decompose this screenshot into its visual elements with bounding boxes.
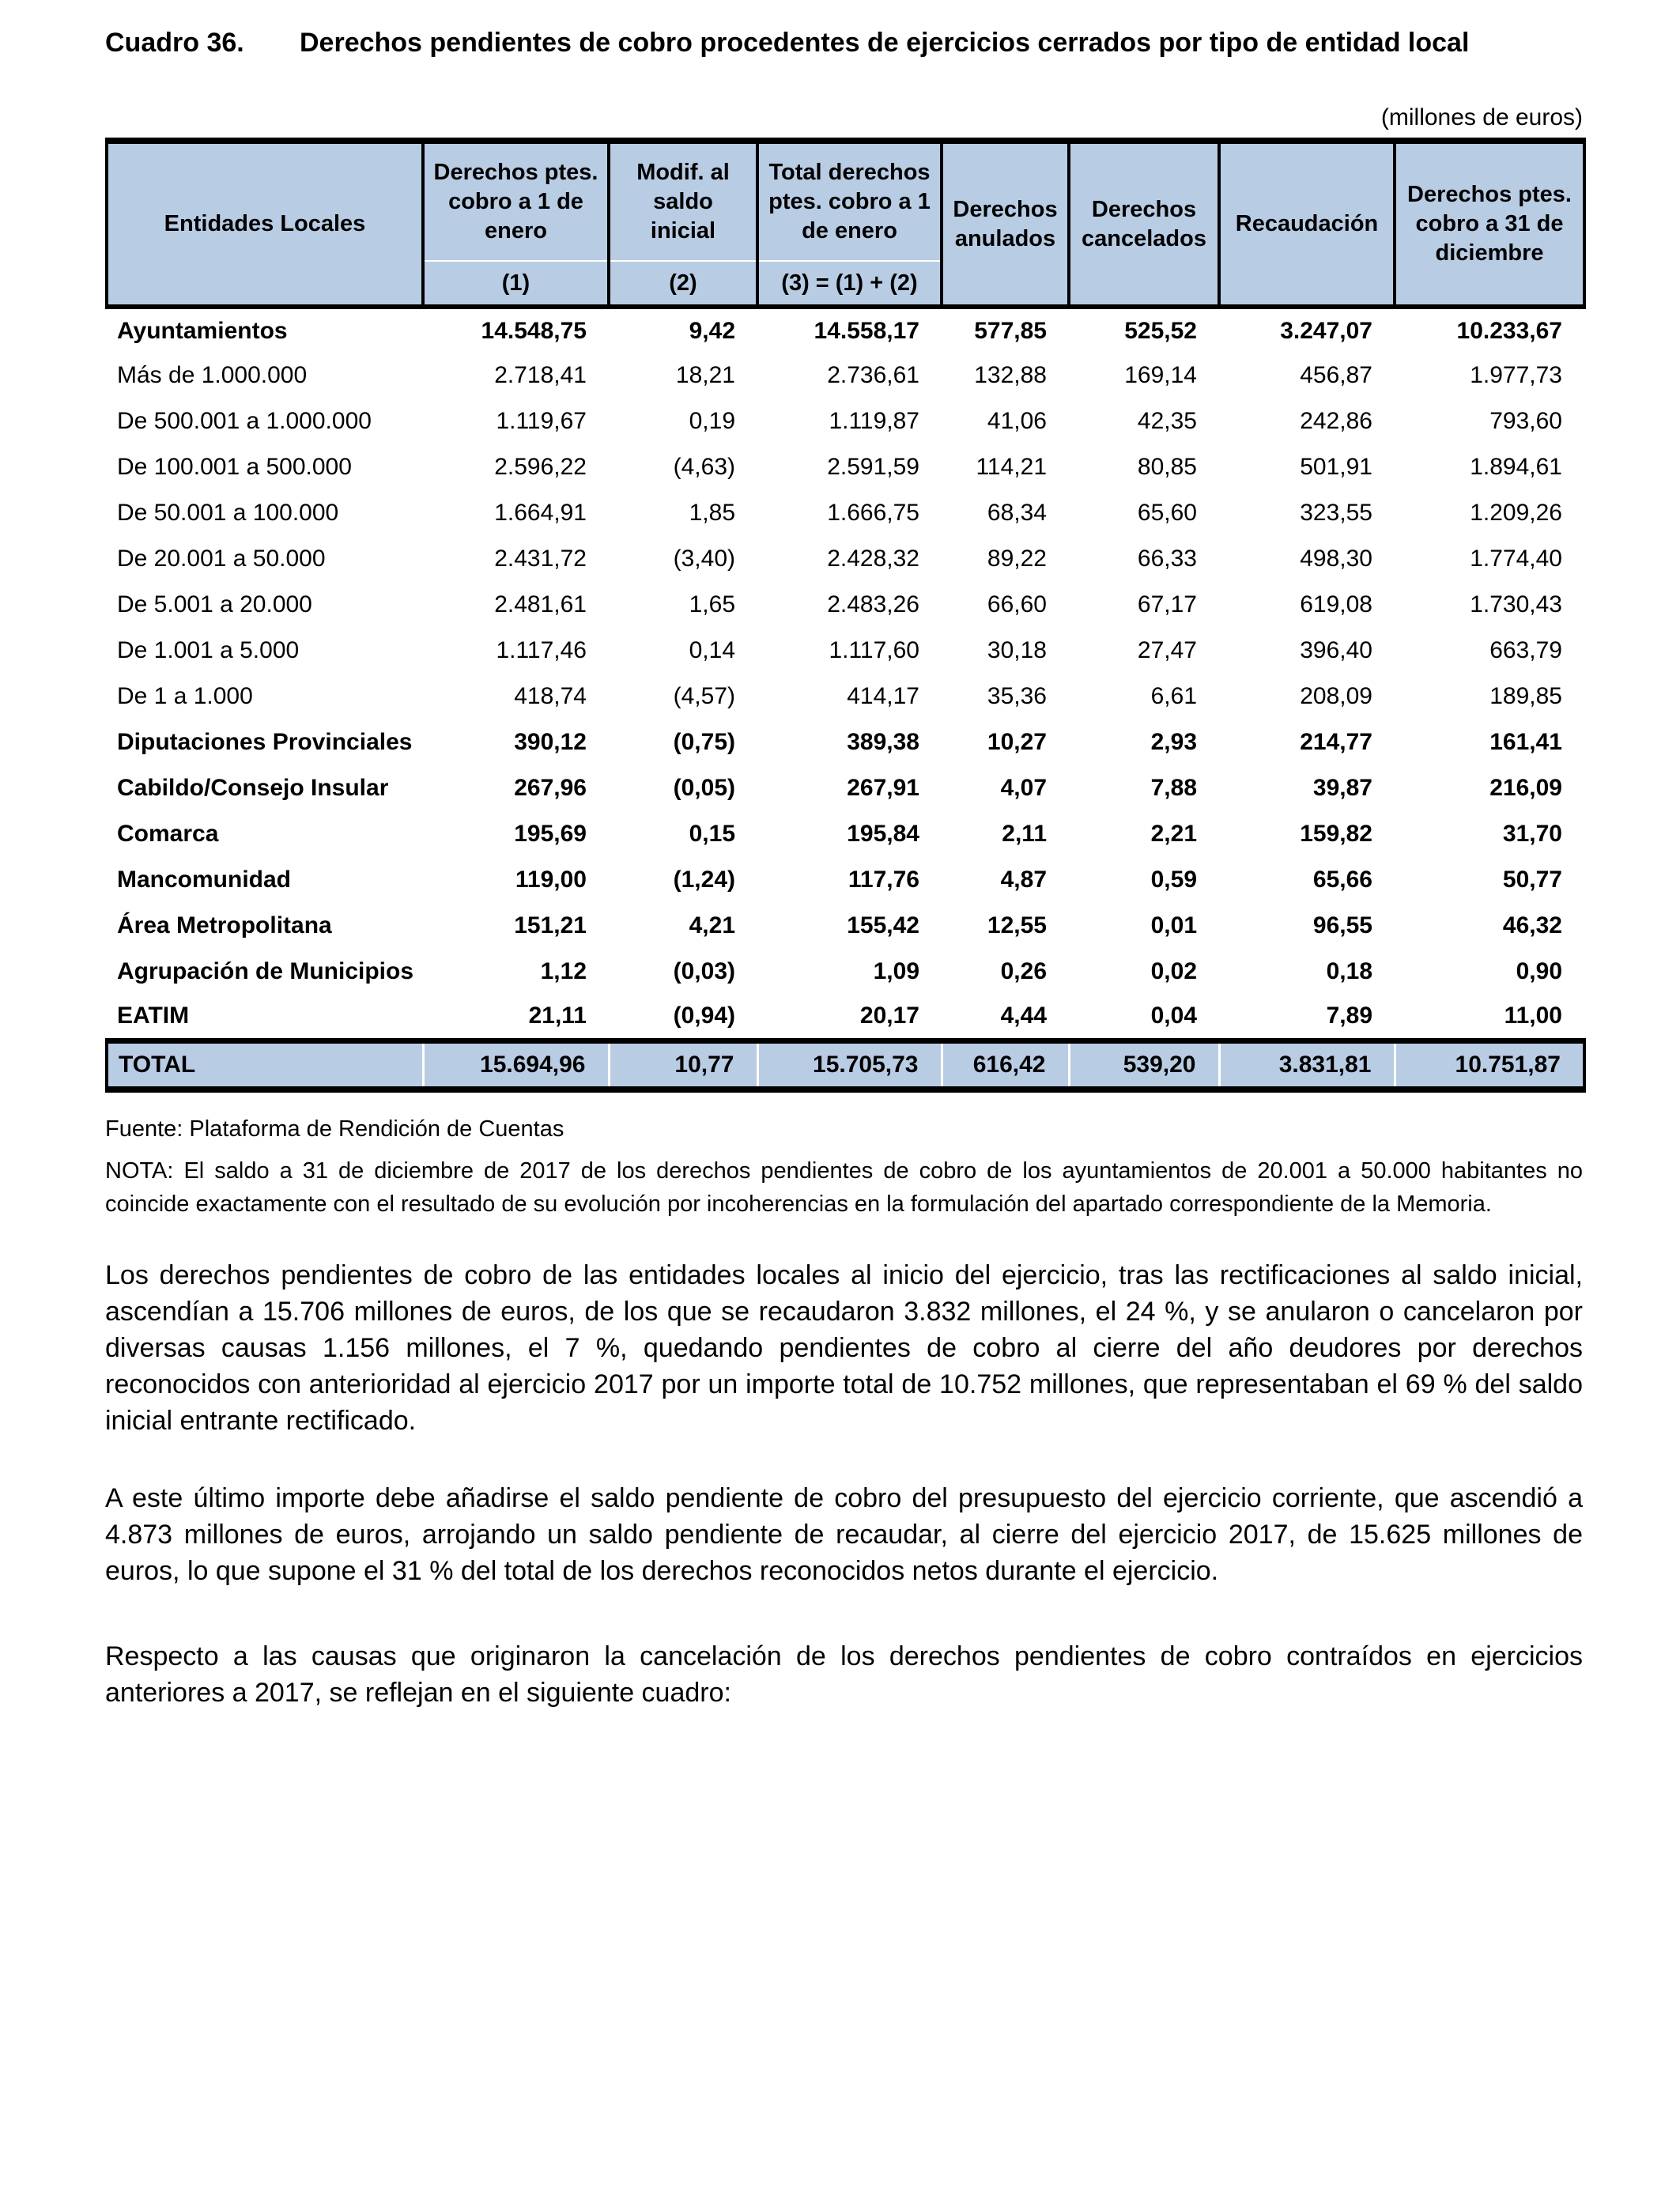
table-header <box>107 141 1584 307</box>
cell-value: 501,91 <box>1300 454 1372 480</box>
cell-value: 10.233,67 <box>1456 317 1562 344</box>
cell-value: 151,21 <box>514 912 587 938</box>
table-row <box>107 444 1584 490</box>
cell-value: 793,60 <box>1489 408 1562 434</box>
cell-value: 31,70 <box>1502 821 1562 847</box>
cell-value: 2.483,26 <box>827 591 919 617</box>
cell-value: 1.117,46 <box>496 637 587 663</box>
cell-value: 66,60 <box>987 591 1047 617</box>
row-label: De 5.001 a 20.000 <box>117 591 312 617</box>
cell-value: 21,11 <box>528 1003 587 1029</box>
cell-value: 1,12 <box>540 958 587 984</box>
cell-value: 2.736,61 <box>827 362 919 388</box>
cell-value: 159,82 <box>1300 821 1372 847</box>
table-row <box>107 398 1584 444</box>
cell-value: 35,36 <box>987 683 1047 709</box>
row-label: EATIM <box>117 1003 190 1029</box>
cell-value: (3,40) <box>673 546 735 572</box>
cell-value: 214,77 <box>1300 729 1372 755</box>
cell-value: 1,09 <box>873 958 919 984</box>
cell-value: 663,79 <box>1489 637 1562 663</box>
cell-value: 0,04 <box>1150 1003 1197 1029</box>
cell-value: 46,32 <box>1502 912 1562 938</box>
cell-value: 1.977,73 <box>1470 362 1562 388</box>
units-note: (millones de euros) <box>1380 104 1583 130</box>
cell-value: 216,09 <box>1489 775 1562 801</box>
total-value: 10.751,87 <box>1395 1040 1584 1089</box>
cell-value: 1.117,60 <box>829 637 919 663</box>
table-row <box>107 674 1584 719</box>
table-total-section <box>107 1040 1584 1089</box>
table-row <box>107 995 1584 1040</box>
cell-value: 418,74 <box>514 683 587 709</box>
cell-value: 0,26 <box>1000 958 1047 984</box>
header-derechos-anulados: Derechos anulados <box>942 141 1069 307</box>
cell-value: 6,61 <box>1150 683 1197 709</box>
cell-value: 1,65 <box>689 591 735 617</box>
cuadro-36-table <box>105 138 1586 1093</box>
cell-value: 39,87 <box>1312 775 1372 801</box>
source-note: Fuente: Plataforma de Rendición de Cuentas <box>105 1116 564 1142</box>
table-row <box>107 353 1584 398</box>
cell-value: 2.481,61 <box>494 591 587 617</box>
cell-value: 80,85 <box>1137 454 1197 480</box>
row-label: De 100.001 a 500.000 <box>117 454 352 480</box>
cell-value: 68,34 <box>987 500 1047 526</box>
table-row <box>107 536 1584 582</box>
cell-value: 242,86 <box>1300 408 1372 434</box>
row-label: De 500.001 a 1.000.000 <box>117 408 372 434</box>
total-value: 15.694,96 <box>423 1040 609 1089</box>
cell-value: 396,40 <box>1300 637 1372 663</box>
cell-value: 498,30 <box>1300 546 1372 572</box>
cell-value: 30,18 <box>987 637 1047 663</box>
cell-value: 161,41 <box>1489 729 1562 755</box>
cell-value: 4,87 <box>1000 867 1047 893</box>
cell-value: 3.247,07 <box>1280 317 1372 344</box>
cell-value: 414,17 <box>847 683 919 709</box>
cell-value: 117,76 <box>848 867 919 893</box>
cell-value: 456,87 <box>1300 362 1372 388</box>
cell-value: 195,69 <box>514 821 587 847</box>
cell-value: 189,85 <box>1489 683 1562 709</box>
row-label: De 20.001 a 50.000 <box>117 546 326 572</box>
header-derechos-ptes-31-diciembre: Derechos ptes. cobro a 31 de diciembre <box>1395 141 1584 307</box>
cell-value: 0,15 <box>689 821 735 847</box>
cell-value: 4,21 <box>689 912 735 938</box>
cell-value: 132,88 <box>974 362 1047 388</box>
cell-value: 66,33 <box>1137 546 1197 572</box>
cell-value: 1.774,40 <box>1470 546 1562 572</box>
cell-value: 155,42 <box>847 912 919 938</box>
row-label: De 50.001 a 100.000 <box>117 500 339 526</box>
row-label: De 1.001 a 5.000 <box>117 637 300 663</box>
row-label: Área Metropolitana <box>117 912 332 938</box>
subheader-2: (2) <box>609 261 757 307</box>
footnote: NOTA: El saldo a 31 de diciembre de 2017 de los derechos pendientes de cobro de los ayuntamientos de 20.001 a 50.000 habitantes no coincide exactamente con el resultado de su evolución por incoherencias en la formulación del apartado correspondiente de la Memoria. <box>105 1158 1583 1217</box>
table-row <box>107 719 1584 765</box>
cell-value: 4,44 <box>1000 1003 1047 1029</box>
table-row <box>107 857 1584 903</box>
cell-value: 169,14 <box>1124 362 1197 388</box>
cell-value: 41,06 <box>987 408 1047 434</box>
cell-value: (0,75) <box>673 729 735 755</box>
cell-value: 389,38 <box>847 729 919 755</box>
header-entidades-locales: Entidades Locales <box>107 141 423 307</box>
cell-value: (0,03) <box>673 958 735 984</box>
cell-value: 1.119,87 <box>829 408 919 434</box>
table-row <box>107 490 1584 536</box>
page-title <box>105 24 1583 62</box>
paragraph: A este último importe debe añadirse el saldo pendiente de cobro del presupuesto del ejercicio corriente, que ascendió a 4.873 millones de euros, arrojando un saldo pendiente de recaudar, al cierre del ejercicio 2017, de 15.625 millones de euros, lo que supone el 31 % del total de los derechos reconocidos netos durante el ejercicio. <box>105 1483 1583 1586</box>
row-label: Diputaciones Provinciales <box>117 729 413 755</box>
cell-value: 1.209,26 <box>1470 500 1562 526</box>
table-body <box>107 307 1584 1040</box>
cell-value: 0,01 <box>1150 912 1197 938</box>
row-label: Agrupación de Municipios <box>117 958 414 984</box>
cell-value: 208,09 <box>1300 683 1372 709</box>
cell-value: 1,85 <box>689 500 735 526</box>
cell-value: 1.119,67 <box>496 408 587 434</box>
cell-value: 1.664,91 <box>494 500 587 526</box>
table-title-text: Derechos pendientes de cobro procedentes de ejercicios cerrados por tipo de entidad local <box>300 28 1470 58</box>
cell-value: 1.894,61 <box>1470 454 1562 480</box>
cell-value: 65,60 <box>1137 500 1197 526</box>
cell-value: 119,00 <box>515 867 587 893</box>
cell-value: 9,42 <box>689 317 735 344</box>
header-recaudacion: Recaudación <box>1219 141 1395 307</box>
row-label: Más de 1.000.000 <box>117 362 308 388</box>
cell-value: 2,93 <box>1150 729 1197 755</box>
cell-value: 2,11 <box>1002 821 1047 847</box>
row-label: Comarca <box>117 821 219 847</box>
row-label: De 1 a 1.000 <box>117 683 253 709</box>
row-label: Ayuntamientos <box>117 317 288 344</box>
table-row <box>107 765 1584 811</box>
cell-value: 525,52 <box>1124 317 1197 344</box>
subheader-3: (3) = (1) + (2) <box>757 261 942 307</box>
paragraph: Respecto a las causas que originaron la cancelación de los derechos pendientes de cobro contraídos en ejercicios anteriores a 2017, se reflejan en el siguiente cuadro: <box>105 1641 1583 1708</box>
cell-value: 7,89 <box>1326 1003 1372 1029</box>
cell-value: 114,21 <box>976 454 1047 480</box>
total-value: 539,20 <box>1069 1040 1219 1089</box>
table-row <box>107 811 1584 857</box>
cell-value: 4,07 <box>1000 775 1047 801</box>
cell-value: 96,55 <box>1312 912 1372 938</box>
row-label: Mancomunidad <box>117 867 292 893</box>
table-row <box>107 628 1584 674</box>
header-modif-saldo-inicial: Modif. al saldo inicial <box>609 141 757 261</box>
cell-value: (1,24) <box>673 867 735 893</box>
total-value: 15.705,73 <box>757 1040 942 1089</box>
cell-value: 0,14 <box>689 637 735 663</box>
cell-value: 67,17 <box>1137 591 1197 617</box>
cell-value: 267,91 <box>847 775 919 801</box>
cell-value: 12,55 <box>987 912 1047 938</box>
cell-value: (0,94) <box>673 1003 735 1029</box>
cell-value: 0,59 <box>1150 867 1197 893</box>
total-value: 616,42 <box>942 1040 1069 1089</box>
total-label: TOTAL <box>107 1040 423 1089</box>
table-row <box>107 903 1584 949</box>
cell-value: 2.596,22 <box>494 454 587 480</box>
cell-value: 14.558,17 <box>814 317 919 344</box>
cell-value: 1.730,43 <box>1470 591 1562 617</box>
total-row <box>107 1040 1584 1089</box>
cell-value: 2.428,32 <box>827 546 919 572</box>
cell-value: 390,12 <box>514 729 587 755</box>
paragraph: Los derechos pendientes de cobro de las entidades locales al inicio del ejercicio, tras las rectificaciones al saldo inicial, ascendían a 15.706 millones de euros, de los que se recaudaron 3.832 millones, el 24 %, y se anularon o cancelaron por diversas causas 1.156 millones, el 7 %, quedando pendientes de cobro al cierre del año deudores por derechos reconocidos con anterioridad al ejercicio 2017 por un importe total de 10.752 millones, que representaban el 69 % del saldo inicial entrante rectificado. <box>105 1260 1583 1436</box>
cell-value: 7,88 <box>1150 775 1197 801</box>
subheader-1: (1) <box>423 261 609 307</box>
table-number-label: Cuadro 36. <box>105 28 244 58</box>
cell-value: 0,18 <box>1326 958 1372 984</box>
cell-value: 267,96 <box>514 775 587 801</box>
cell-value: 2,21 <box>1150 821 1197 847</box>
total-value: 10,77 <box>609 1040 757 1089</box>
header-derechos-ptes-1-enero: Derechos ptes. cobro a 1 de enero <box>423 141 609 261</box>
cell-value: 14.548,75 <box>481 317 587 344</box>
row-label: Cabildo/Consejo Insular <box>117 775 389 801</box>
cell-value: 2.718,41 <box>494 362 587 388</box>
cell-value: 89,22 <box>987 546 1047 572</box>
cell-value: 11,00 <box>1504 1003 1562 1029</box>
cell-value: 0,02 <box>1150 958 1197 984</box>
table-row <box>107 307 1584 353</box>
cell-value: (4,57) <box>673 683 735 709</box>
table-row <box>107 582 1584 628</box>
cell-value: 27,47 <box>1137 637 1197 663</box>
cell-value: 2.591,59 <box>827 454 919 480</box>
cell-value: 20,17 <box>859 1003 919 1029</box>
cell-value: 619,08 <box>1300 591 1372 617</box>
cell-value: 323,55 <box>1300 500 1372 526</box>
cell-value: 50,77 <box>1502 867 1562 893</box>
cell-value: 0,90 <box>1516 958 1562 984</box>
cell-value: 65,66 <box>1312 867 1372 893</box>
cell-value: 42,35 <box>1137 408 1197 434</box>
cell-value: 2.431,72 <box>494 546 587 572</box>
cell-value: 195,84 <box>847 821 919 847</box>
cell-value: (0,05) <box>673 775 735 801</box>
total-value: 3.831,81 <box>1219 1040 1395 1089</box>
cell-value: 1.666,75 <box>827 500 919 526</box>
cell-value: 10,27 <box>987 729 1047 755</box>
cell-value: (4,63) <box>673 454 735 480</box>
header-total-derechos-1-enero: Total derechos ptes. cobro a 1 de enero <box>757 141 942 261</box>
table-row <box>107 949 1584 995</box>
cell-value: 18,21 <box>675 362 735 388</box>
cell-value: 577,85 <box>974 317 1047 344</box>
header-derechos-cancelados: Derechos cancelados <box>1069 141 1219 307</box>
cell-value: 0,19 <box>689 408 735 434</box>
